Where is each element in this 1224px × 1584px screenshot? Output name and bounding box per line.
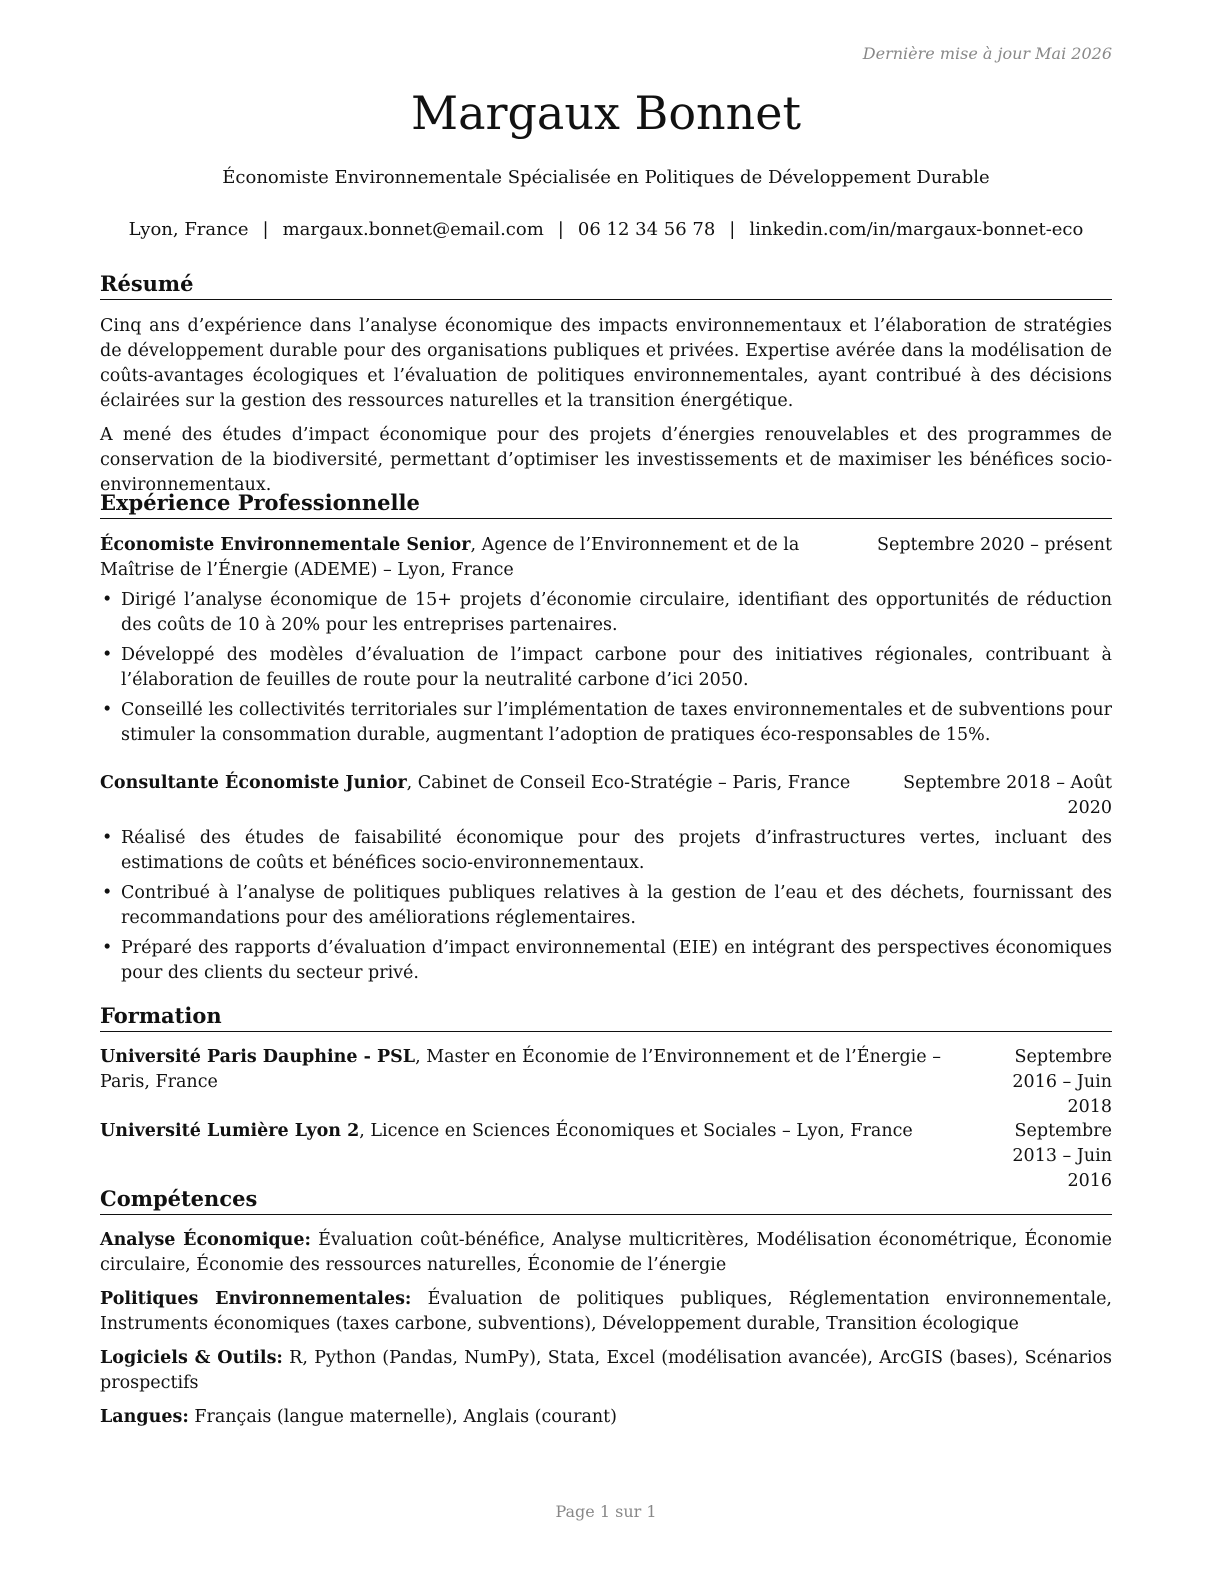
job-dates: Septembre 2020 – présent — [877, 535, 1112, 555]
job-dates: Septembre 2018 – Août 2020 — [903, 773, 1112, 818]
school-name: Université Paris Dauphine - PSL — [100, 1047, 416, 1067]
list-item: • Contribué à l’analyse de politiques publiques relatives à la gestion de l’eau et des déchets, fournissant des recommandations pour des améliorations réglementaires. — [100, 881, 1112, 931]
separator: | — [262, 219, 269, 240]
job-title-line — [100, 771, 877, 821]
skill-label: Logiciels & Outils: — [100, 1348, 283, 1368]
summary-paragraph: Cinq ans d’expérience dans l’analyse économique des impacts environnementaux et l’élaboration de stratégies de développement durable pour des organisations publiques et privées. Expertise avérée dans la modélisation de coûts-avantages écologiques et l’évaluation de politiques environnementales, ayant contribué à des décisions éclairées sur la gestion des ressources naturelles et la transition énergétique. — [100, 316, 1112, 411]
skill-row — [100, 1287, 1112, 1337]
education-dates: Septembre 2013 – Juin 2016 — [1012, 1121, 1112, 1191]
candidate-title: Économiste Environnementale Spécialisée en Politiques de Développement Durable — [222, 167, 990, 188]
skill-row — [100, 1228, 1112, 1278]
job-role: Consultante Économiste Junior — [100, 773, 407, 793]
list-item: • Dirigé l’analyse économique de 15+ projets d’économie circulaire, identifiant des opportunités de réduction des coûts de 10 à 20% pour les entreprises partenaires. — [100, 588, 1112, 638]
skill-row — [100, 1405, 1112, 1430]
contact-email[interactable]: margaux.bonnet@email.com — [282, 219, 544, 240]
candidate-name: Margaux Bonnet — [410, 86, 802, 140]
job-header — [100, 533, 1112, 583]
contact-location: Lyon, France — [128, 219, 249, 240]
skill-value: R, Python (Pandas, NumPy), Stata, Excel (modélisation avancée), ArcGIS (bases), Scénarios prospectifs — [100, 1348, 1112, 1393]
skill-value: Évaluation de politiques publiques, Réglementation environnementale, Instruments économiques (taxes carbone, subventions), Développement durable, Transition écologique — [100, 1289, 1112, 1334]
job-org: , Cabinet de Conseil Eco-Stratégie – Paris, France — [406, 773, 851, 793]
separator: | — [729, 219, 736, 240]
degree: , Master en Économie de l’Environnement et de l’Énergie – Paris, France — [100, 1047, 941, 1092]
skill-row — [100, 1346, 1112, 1396]
job-org: , Agence de l’Environnement et de la Maîtrise de l’Énergie (ADEME) – Lyon, France — [100, 535, 800, 580]
skill-value: Français (langue maternelle), Anglais (courant) — [188, 1407, 618, 1427]
skill-label: Politiques Environnementales: — [100, 1289, 412, 1309]
education-line — [100, 1119, 972, 1194]
contact-linkedin[interactable]: linkedin.com/in/margaux-bonnet-eco — [749, 219, 1084, 240]
list-item: • Réalisé des études de faisabilité économique pour des projets d’infrastructures vertes, incluant des estimations de coûts et bénéfices socio-environnementaux. — [100, 826, 1112, 876]
degree: , Licence en Sciences Économiques et Sociales – Lyon, France — [359, 1121, 913, 1141]
job-header — [100, 771, 1112, 821]
section-title-summary: Résumé — [100, 271, 1112, 300]
summary-paragraph: A mené des études d’impact économique pour des projets d’énergies renouvelables et des programmes de conservation de la biodiversité, permettant d’optimiser les investissements et de maximiser les bénéfices socio-environnementaux. — [100, 425, 1112, 495]
education-line — [100, 1045, 972, 1120]
job-title-line — [100, 533, 877, 583]
page-number: Page 1 sur 1 — [555, 1502, 657, 1521]
skill-label: Analyse Économique: — [100, 1230, 311, 1250]
contact-line — [100, 219, 1112, 240]
section-title-skills: Compétences — [100, 1186, 1112, 1215]
skill-label: Langues: — [100, 1407, 189, 1427]
separator: | — [557, 219, 564, 240]
education-item — [100, 1119, 1112, 1194]
education-dates: Septembre 2016 – Juin 2018 — [1012, 1047, 1112, 1117]
job-bullets — [100, 588, 1112, 753]
section-title-education: Formation — [100, 1003, 1112, 1032]
skill-value: Évaluation coût-bénéfice, Analyse multicritères, Modélisation économétrique, Économie circulaire, Économie des ressources naturelles, Économie de l’énergie — [100, 1230, 1112, 1275]
school-name: Université Lumière Lyon 2 — [100, 1121, 360, 1141]
list-item: • Développé des modèles d’évaluation de l’impact carbone pour des initiatives régionales, contribuant à l’élaboration de feuilles de route pour la neutralité carbone d’ici 2050. — [100, 643, 1112, 693]
job-role: Économiste Environnementale Senior — [100, 535, 471, 555]
education-item — [100, 1045, 1112, 1120]
job-bullets — [100, 826, 1112, 991]
section-title-experience: Expérience Professionnelle — [100, 490, 1112, 519]
list-item: • Conseillé les collectivités territoriales sur l’implémentation de taxes environnementales et de subventions pour stimuler la consommation durable, augmentant l’adoption de pratiques éco-responsables de 15%. — [100, 698, 1112, 748]
last-updated: Dernière mise à jour Mai 2026 — [862, 44, 1112, 63]
contact-phone: 06 12 34 56 78 — [577, 219, 716, 240]
list-item: • Préparé des rapports d’évaluation d’impact environnemental (EIE) en intégrant des perspectives économiques pour des clients du secteur privé. — [100, 936, 1112, 986]
